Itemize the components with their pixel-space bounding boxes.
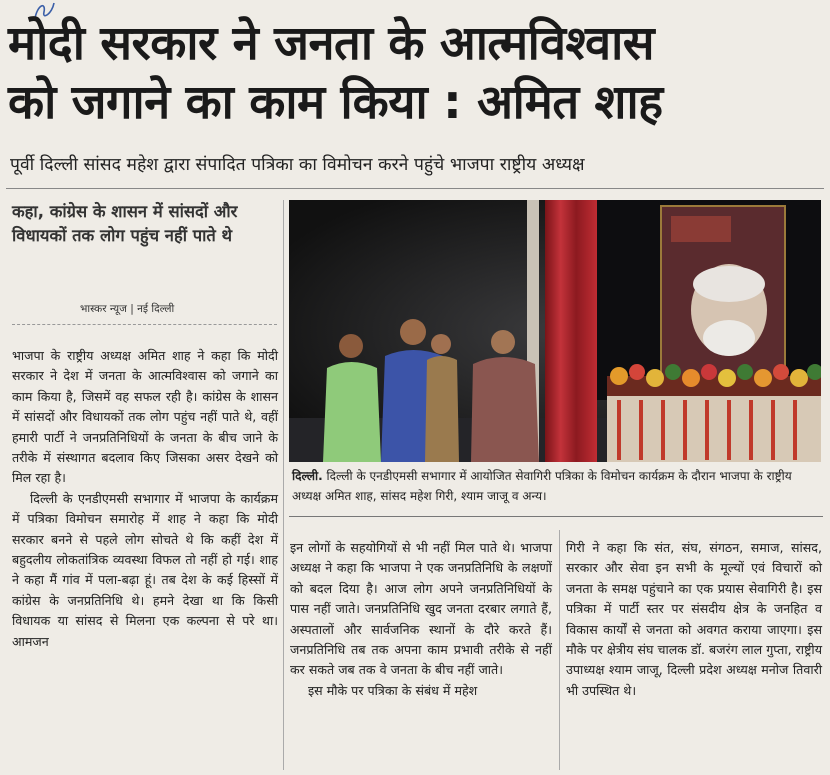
article-paragraph: दिल्ली के एनडीएमसी सभागार में भाजपा के कार्यक्रम में पत्रिका विमोचन समारोह में शाह ने कहा कि मोदी सरकार बनने से पहले लोग सोचते थे कि कहीं देश में बहुदलीय लोकतांत्रिक व्यवस्था विफल तो नहीं हो गई। शाह ने कहा मैं गांव में पला-बढ़ा हूं। तब देश के कई हिस्सों में कांग्रेस के जनप्रतिनिधि थे। हमने देखा था कि किसी विधायक या सांसद से मिलना एक कल्पना से परे था। आमजन [12, 490, 278, 649]
caption-text: दिल्ली के एनडीएमसी सभागार में आयोजित सेवागिरी पत्रिका के विमोचन कार्यक्रम के दौरान भाजपा के राष्ट्रीय अध्यक्ष अमित शाह, सांसद महेश गिरी, श्याम जाजू व अन्य। [292, 469, 792, 503]
article-column-1 [12, 346, 278, 652]
byline: भास्कर न्यूज | नई दिल्ली [80, 303, 175, 315]
article-column-3 [566, 538, 822, 701]
headline-line-2: को जगाने का काम किया : अमित शाह [8, 75, 663, 130]
headline [8, 14, 823, 132]
photo-caption [292, 466, 822, 506]
article-paragraph: इस मौके पर पत्रिका के संबंध में महेश [308, 682, 478, 698]
caption-place: दिल्ली. [292, 469, 323, 483]
subheadline: पूर्वी दिल्ली सांसद महेश द्वारा संपादित पत्रिका का विमोचन करने पहुंचे भाजपा राष्ट्रीय अध्यक्ष [10, 155, 585, 175]
headline-line-1: मोदी सरकार ने जनता के आत्मविश्वास [8, 16, 655, 71]
stage-photo-illustration [289, 200, 821, 462]
column-divider [283, 200, 284, 770]
article-paragraph: इन लोगों के सहयोगियों से भी नहीं मिल पाते थे। भाजपा अध्यक्ष ने कहा कि भाजपा ने एक जनप्रतिनिधि के लक्षणों को बदल दिया है। आज लोग अपने जनप्रतिनिधियों के पास नहीं जाते। जनप्रतिनिधि खुद जनता दरबार लगाते हैं, अस्पतालों और सार्वजनिक स्थानों के दौरे करते हैं। जनप्रतिनिधि तब तक अपना काम प्रभावी तरीके से नहीं कर सकते जब तक वे जनता के बीच नहीं जाते। [290, 540, 552, 678]
article-paragraph: गिरी ने कहा कि संत, संघ, संगठन, समाज, सांसद, सरकार और सेवा इन सभी के मूल्यों एवं विचारों को जनता के समक्ष पहुंचाने का एक प्रयास सेवागिरी है। इस पत्रिका में पार्टी स्तर पर संसदीय क्षेत्र के जनहित व विकास कार्यों से जनता को अवगत कराया जाएगा। इस मौके पर क्षेत्रीय संघ चालक डॉ. बजरंग लाल गुप्ता, राष्ट्रीय उपाध्यक्ष श्याम जाजू, दिल्ली प्रदेश अध्यक्ष मनोज तिवारी भी उपस्थित थे। [566, 540, 822, 698]
news-photo [289, 200, 821, 462]
divider [6, 188, 824, 189]
article-column-2 [290, 538, 552, 701]
divider [289, 516, 823, 517]
column-divider [559, 530, 560, 770]
flower-arrangement [607, 364, 821, 462]
kicker-quote: कहा, कांग्रेस के शासन में सांसदों और विधायकों तक लोग पहुंच नहीं पाते थे [12, 202, 238, 245]
article-paragraph: भाजपा के राष्ट्रीय अध्यक्ष अमित शाह ने कहा कि मोदी सरकार ने देश में जनता के आत्मविश्वास को जगाने का काम किया है, जिसमें वह सफल रही है। कांग्रेस के शासन में सांसदों और विधायकों तक लोग पहुंच नहीं पाते थे, वहीं हमारी पार्टी ने जनप्रतिनिधियों के जनता के बीच जाने के तरीके में संस्थागत बदलाव किए जिसका असर देखने को मिल रहा है। [12, 348, 278, 486]
divider [12, 324, 277, 325]
banner-poster [661, 206, 785, 378]
